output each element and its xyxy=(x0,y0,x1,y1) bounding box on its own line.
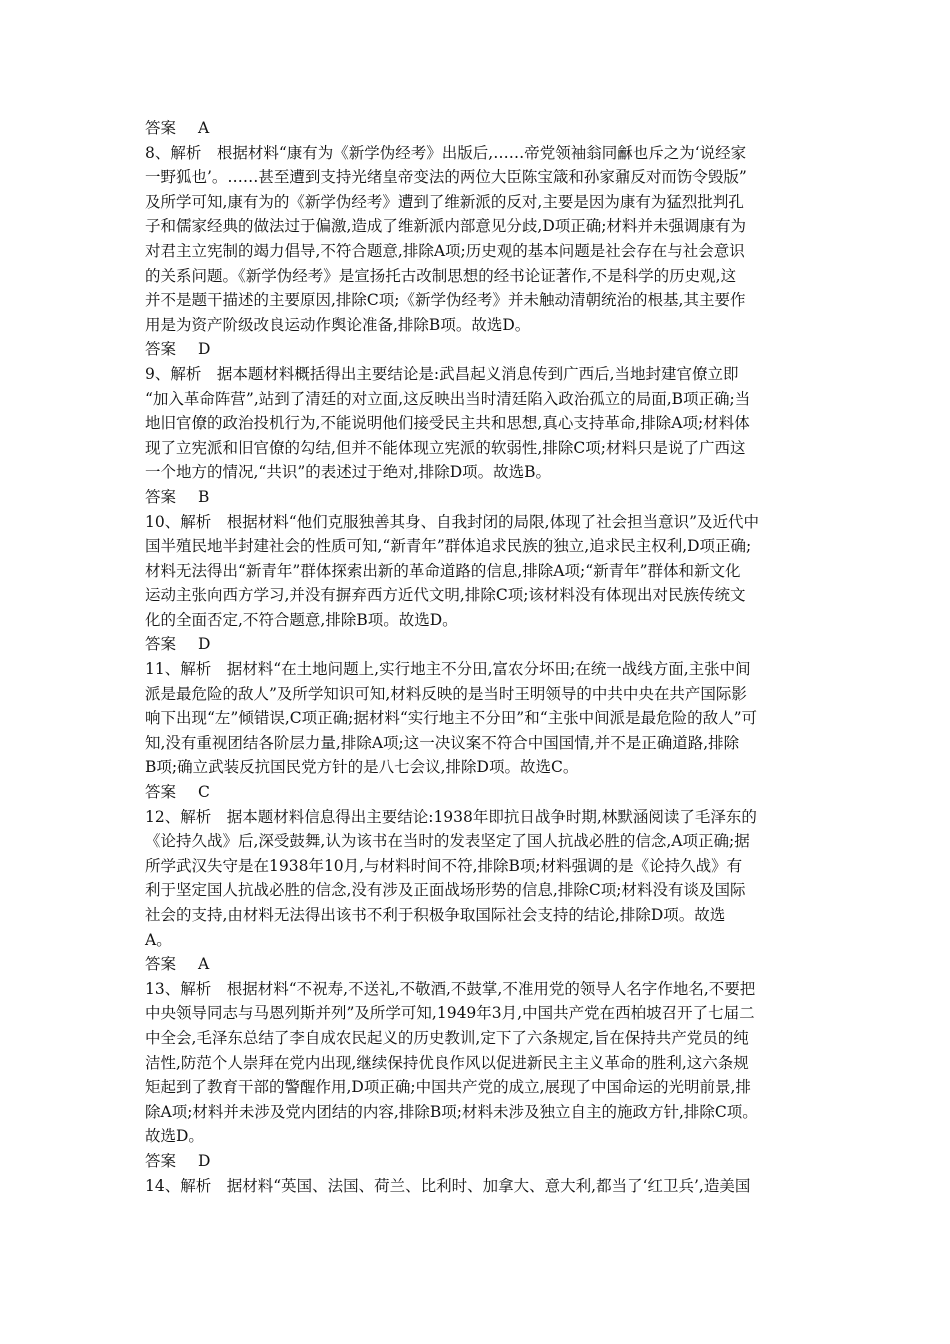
explanation-line: 化的全面否定,不符合题意,排除B项。故选D。 xyxy=(145,610,458,629)
explanation-line: 利于坚定国人抗战必胜的信念,没有涉及正面战场形势的信息,排除C项;材料没有谈及国际 xyxy=(145,881,746,900)
answer-line xyxy=(145,1149,810,1174)
explanation-line: 及所学可知,康有为的《新学伪经考》遭到了维新派的反对,主要是因为康有为猛烈批判孔 xyxy=(145,192,744,211)
answer-explanations xyxy=(145,116,810,1198)
answer-line xyxy=(145,337,810,362)
explanation-line: 国半殖民地半封建社会的性质可知,“新青年”群体追求民族的独立,追求民主权利,D项正确; xyxy=(145,537,752,556)
explanation-line: 洁性,防范个人崇拜在党内出现,继续保持优良作风以促进新民主主义革命的胜利,这六条规 xyxy=(145,1053,749,1072)
explanation-paragraph xyxy=(145,362,810,485)
answer-value: D xyxy=(198,1151,211,1170)
explanation-line: 地旧官僚的政治投机行为,不能说明他们接受民主共和思想,真心支持革命,排除A项;材料体 xyxy=(145,414,750,433)
answer-label: 答案 xyxy=(145,955,177,974)
explanation-line: 并不是题干描述的主要原因,排除C项;《新学伪经考》并未触动清朝统治的根基,其主要作 xyxy=(145,291,746,310)
explanation-line: 对君主立宪制的竭力倡导,不符合题意,排除A项;历史观的基本问题是社会存在与社会意识 xyxy=(145,241,745,260)
explanation-line: 材料无法得出“新青年”群体探索出新的革命道路的信息,排除A项;“新青年”群体和新文化 xyxy=(145,561,741,580)
answer-label: 答案 xyxy=(145,783,177,802)
explanation-line: B项;确立武装反抗国民党方针的是八七会议,排除D项。故选C。 xyxy=(145,758,579,777)
explanation-line: 用是为资产阶级改良运动作舆论准备,排除B项。故选D。 xyxy=(145,315,531,334)
answer-line xyxy=(145,485,810,510)
explanation-paragraph xyxy=(145,805,810,953)
explanation-line: 中央领导同志与马恩列斯并列”及所学可知,1949年3月,中国共产党在西柏坡召开了七届二 xyxy=(145,1004,755,1023)
explanation-line: 矩起到了教育干部的警醒作用,D项正确;中国共产党的成立,展现了中国命运的光明前景,排 xyxy=(145,1078,751,1097)
explanation-line: 现了立宪派和旧官僚的勾结,但并不能体现立宪派的软弱性,排除C项;材料只是说了广西这 xyxy=(145,438,746,457)
answer-label: 答案 xyxy=(145,1151,177,1170)
answer-label: 答案 xyxy=(145,119,177,137)
explanation-line: 社会的支持,由材料无法得出该书不利于积极争取国际社会支持的结论,排除D项。故选 xyxy=(145,906,726,924)
explanation-line: A。 xyxy=(145,930,172,949)
explanation-line: 14、解析 据材料“英国、法国、荷兰、比利时、加拿大、意大利,都当了‘红卫兵’,造美国 xyxy=(145,1176,751,1195)
answer-value: C xyxy=(198,783,210,802)
explanation-line: 9、解析 据本题材料概括得出主要结论是:武昌起义消息传到广西后,当地封建官僚立即 xyxy=(145,364,739,383)
explanation-line: 8、解析 根据材料“康有为《新学伪经考》出版后,……帝党领袖翁同龢也斥之为‘说经家 xyxy=(145,143,747,162)
answer-value: B xyxy=(198,487,210,506)
explanation-paragraph xyxy=(145,1174,810,1199)
answer-line xyxy=(145,780,810,805)
explanation-paragraph xyxy=(145,510,810,633)
answer-value: A xyxy=(198,955,210,974)
explanation-line: 11、解析 据材料“在土地问题上,实行地主不分田,富农分坏田;在统一战线方面,主张中间 xyxy=(145,660,751,679)
answer-line xyxy=(145,632,810,657)
explanation-paragraph xyxy=(145,141,810,338)
answer-value: D xyxy=(198,340,211,359)
answer-value: D xyxy=(198,635,211,654)
explanation-line: 所学武汉失守是在1938年10月,与材料时间不符,排除B项;材料强调的是《论持久战》有 xyxy=(145,856,743,875)
answer-line xyxy=(145,952,810,977)
explanation-line: 的关系问题。《新学伪经考》是宣扬托古改制思想的经书论证著作,不是科学的历史观,这 xyxy=(145,266,737,285)
explanation-paragraph xyxy=(145,657,810,780)
explanation-line: 10、解析 根据材料“他们克服独善其身、自我封闭的局限,体现了社会担当意识”及近代中 xyxy=(145,512,760,531)
answer-label: 答案 xyxy=(145,340,177,359)
explanation-line: “加入革命阵营”,站到了清廷的对立面,这反映出当时清廷陷入政治孤立的局面,B项正确;当 xyxy=(145,389,751,408)
explanation-line: 派是最危险的敌人”及所学知识可知,材料反映的是当时王明领导的中共中央在共产国际影 xyxy=(145,684,747,703)
explanation-line: 中全会,毛泽东总结了李自成农民起义的历史教训,定下了六条规定,旨在保持共产党员的纯 xyxy=(145,1028,749,1047)
explanation-line: 13、解析 根据材料“不祝寿,不送礼,不敬酒,不鼓掌,不准用党的领导人名字作地名,不要把 xyxy=(145,979,756,998)
explanation-paragraph xyxy=(145,977,810,1149)
answer-value: A xyxy=(198,119,210,137)
explanation-line: 除A项;材料并未涉及党内团结的内容,排除B项;材料未涉及独立自主的施政方针,排除C项。 xyxy=(145,1102,758,1121)
explanation-line: 故选D。 xyxy=(145,1127,204,1146)
explanation-line: 《论持久战》后,深受鼓舞,认为该书在当时的发表坚定了国人抗战必胜的信念,A项正确;据 xyxy=(145,832,750,851)
answer-label: 答案 xyxy=(145,635,177,654)
explanation-line: 子和儒家经典的做法过于偏激,造成了维新派内部意见分歧,D项正确;材料并未强调康有为 xyxy=(145,217,747,236)
explanation-line: 知,没有重视团结各阶层力量,排除A项;这一决议案不符合中国国情,并不是正确道路,排除 xyxy=(145,733,740,752)
answer-label: 答案 xyxy=(145,487,177,506)
explanation-line: 12、解析 据本题材料信息得出主要结论:1938年即抗日战争时期,林默涵阅读了毛泽东的 xyxy=(145,807,757,826)
explanation-line: 响下出现“左”倾错误,C项正确;据材料“实行地主不分田”和“主张中间派是最危险的敌人”可 xyxy=(145,709,758,728)
explanation-line: 一野狐也’。……甚至遭到支持光绪皇帝变法的两位大臣陈宝箴和孙家鼐反对而饬令毁版” xyxy=(145,168,747,187)
explanation-line: 一个地方的情况,“共识”的表述过于绝对,排除D项。故选B。 xyxy=(145,463,552,482)
answer-line xyxy=(145,116,810,141)
explanation-line: 运动主张向西方学习,并没有摒弃西方近代文明,排除C项;该材料没有体现出对民族传统文 xyxy=(145,586,746,605)
